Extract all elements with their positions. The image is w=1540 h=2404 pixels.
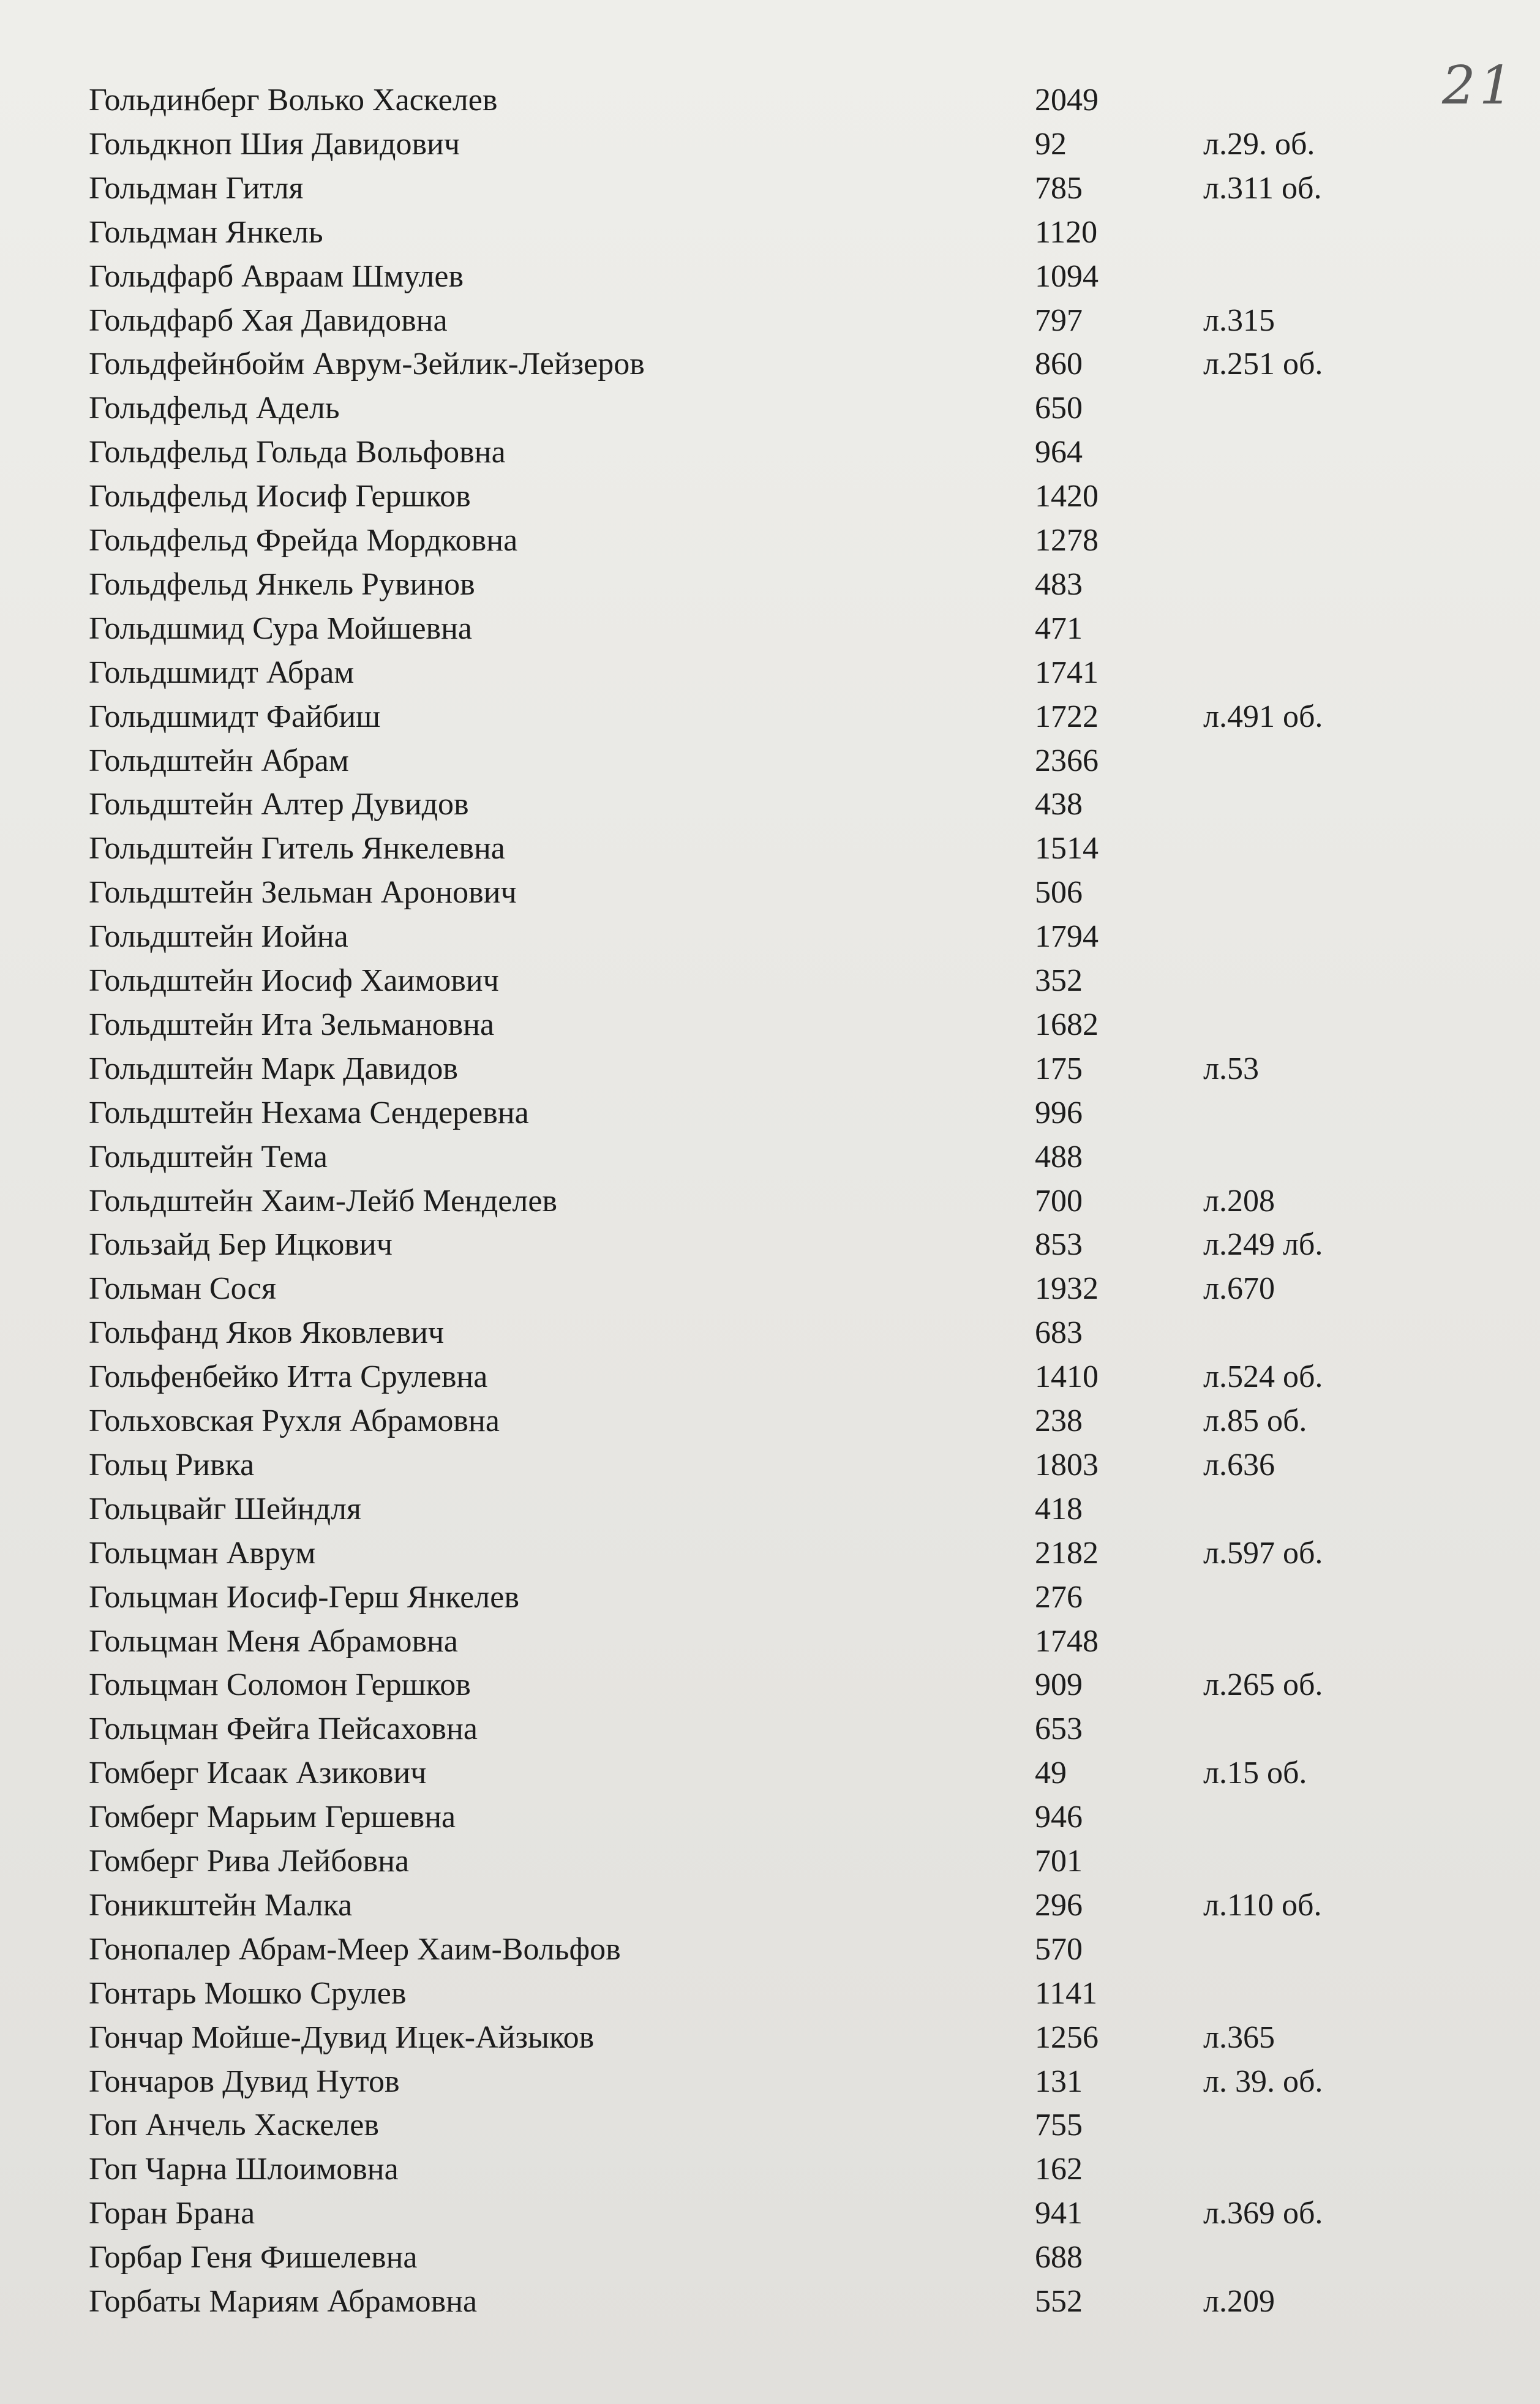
entry-number: 1803: [1035, 1447, 1099, 1482]
list-item: [0, 1179, 1540, 1223]
entry-reference: л. 39. об.: [1203, 2064, 1323, 2099]
entry-name: Гольцвайг Шейндля: [89, 1491, 361, 1527]
entry-name: Гонтарь Мошко Срулев: [89, 1975, 407, 2011]
entry-name: Гольдшмидт Файбиш: [89, 699, 381, 734]
entry-number: 1514: [1035, 831, 1099, 866]
list-item: [0, 386, 1540, 430]
list-item: [0, 739, 1540, 783]
entry-number: 1932: [1035, 1271, 1099, 1307]
entry-number: 1794: [1035, 919, 1099, 955]
entry-number: 296: [1035, 1887, 1083, 1923]
list-item: [0, 299, 1540, 343]
entry-name: Горан Брана: [89, 2196, 255, 2231]
entry-number: 438: [1035, 787, 1083, 822]
entry-name: Гонопалер Абрам-Меер Хаим-Вольфов: [89, 1931, 621, 1967]
list-item: [0, 651, 1540, 695]
list-item: [0, 1443, 1540, 1487]
entry-reference: л.15 об.: [1203, 1756, 1307, 1791]
entry-reference: л.524 об.: [1203, 1359, 1323, 1395]
entry-reference: л.85 об.: [1203, 1403, 1307, 1438]
entry-number: 471: [1035, 610, 1083, 646]
entry-number: 175: [1035, 1051, 1083, 1086]
entry-name: Гольфенбейко Итта Срулевна: [89, 1359, 488, 1395]
entry-number: 964: [1035, 435, 1083, 470]
entry-name: Гольдфарб Авраам Шмулев: [89, 258, 464, 294]
entry-name: Гольховская Рухля Абрамовна: [89, 1403, 500, 1438]
entry-number: 1420: [1035, 479, 1099, 514]
list-item: [0, 430, 1540, 475]
list-item: [0, 167, 1540, 211]
entry-name: Гольдфельд Гольда Вольфовна: [89, 435, 506, 470]
entry-name: Гольдфельд Фрейда Мордковна: [89, 523, 518, 558]
entry-name: Гольдман Янкель: [89, 214, 323, 250]
entry-number: 238: [1035, 1403, 1083, 1438]
entry-number: 1141: [1035, 1975, 1098, 2011]
entry-number: 785: [1035, 170, 1083, 206]
entry-name: Гольдштейн Иойна: [89, 919, 348, 955]
entry-name: Гольц Ривка: [89, 1447, 255, 1482]
entry-reference: л.251 об.: [1203, 347, 1323, 382]
list-item: [0, 1355, 1540, 1399]
entry-name: Гольфанд Яков Яковлевич: [89, 1315, 445, 1351]
list-item: [0, 1795, 1540, 1839]
entry-number: 92: [1035, 126, 1067, 162]
list-item: [0, 1047, 1540, 1091]
list-item: [0, 2016, 1540, 2060]
list-item: [0, 211, 1540, 255]
entry-number: 276: [1035, 1579, 1083, 1615]
list-item: [0, 1311, 1540, 1355]
list-item: [0, 1223, 1540, 1267]
list-item: [0, 1620, 1540, 1664]
list-item: [0, 1267, 1540, 1311]
entry-name: Гольцман Иосиф-Герш Янкелев: [89, 1579, 519, 1615]
list-item: [0, 2280, 1540, 2324]
list-item: [0, 2060, 1540, 2104]
entry-number: 683: [1035, 1315, 1083, 1351]
entry-name: Гольдштейн Марк Давидов: [89, 1051, 458, 1086]
entry-number: 1256: [1035, 2019, 1099, 2055]
entry-name: Гольдинберг Волько Хаскелев: [89, 83, 498, 118]
entry-name: Горбаты Мариям Абрамовна: [89, 2284, 478, 2319]
entry-number: 418: [1035, 1491, 1083, 1527]
entry-reference: л.29. об.: [1203, 126, 1315, 162]
entry-number: 2049: [1035, 83, 1099, 118]
entry-reference: л.369 об.: [1203, 2196, 1323, 2231]
page-number: 21: [1442, 55, 1517, 116]
entry-name: Гольдшмид Сура Мойшевна: [89, 610, 472, 646]
entry-number: 860: [1035, 347, 1083, 382]
entry-reference: л.636: [1203, 1447, 1275, 1482]
entry-name: Гончар Мойше-Дувид Ицек-Айзыков: [89, 2019, 595, 2055]
list-item: [0, 1003, 1540, 1047]
list-item: [0, 1839, 1540, 1884]
entry-number: 1722: [1035, 699, 1099, 734]
entry-number: 1741: [1035, 655, 1099, 690]
entry-name: Гольцман Соломон Гершков: [89, 1667, 471, 1703]
entry-name: Гольдфельд Янкель Рувинов: [89, 566, 475, 602]
entry-number: 946: [1035, 1800, 1083, 1835]
entry-reference: л.311 об.: [1203, 170, 1322, 206]
entry-number: 570: [1035, 1931, 1083, 1967]
list-item: [0, 607, 1540, 651]
list-item: [0, 1751, 1540, 1795]
entry-number: 653: [1035, 1711, 1083, 1747]
list-item: [0, 1399, 1540, 1443]
list-item: [0, 2236, 1540, 2280]
entry-number: 755: [1035, 2108, 1083, 2143]
list-item: [0, 122, 1540, 167]
entry-number: 2366: [1035, 743, 1099, 778]
entry-name: Гольдштейн Хаим-Лейб Менделев: [89, 1183, 557, 1219]
entry-name: Гольман Сося: [89, 1271, 276, 1307]
entry-reference: л.365: [1203, 2019, 1275, 2055]
entry-number: 909: [1035, 1667, 1083, 1703]
entry-name: Гольцман Фейга Пейсаховна: [89, 1711, 478, 1747]
entry-number: 483: [1035, 566, 1083, 602]
entry-number: 996: [1035, 1095, 1083, 1130]
entry-number: 506: [1035, 875, 1083, 911]
entry-number: 688: [1035, 2240, 1083, 2275]
entry-name: Гольдштейн Зельман Аронович: [89, 875, 517, 911]
entry-name: Гольдкноп Шия Давидович: [89, 126, 460, 162]
entry-name: Гоп Анчель Хаскелев: [89, 2108, 379, 2143]
entry-number: 853: [1035, 1227, 1083, 1263]
entry-number: 650: [1035, 391, 1083, 426]
list-item: [0, 1531, 1540, 1576]
list-item: [0, 1707, 1540, 1751]
list-item: [0, 1135, 1540, 1179]
entry-reference: л.53: [1203, 1051, 1259, 1086]
entry-number: 162: [1035, 2152, 1083, 2187]
entry-number: 488: [1035, 1139, 1083, 1174]
entry-name: Гомберг Рива Лейбовна: [89, 1844, 410, 1879]
list-item: [0, 342, 1540, 386]
entry-reference: л.315: [1203, 302, 1275, 338]
list-item: [0, 915, 1540, 959]
list-item: [0, 1091, 1540, 1135]
entry-name: Гольдшмидт Абрам: [89, 655, 355, 690]
entry-reference: л.597 об.: [1203, 1535, 1323, 1571]
entry-name: Горбар Геня Фишелевна: [89, 2240, 418, 2275]
entry-number: 797: [1035, 302, 1083, 338]
list-item: [0, 1487, 1540, 1531]
list-item: [0, 2147, 1540, 2192]
entry-reference: л.208: [1203, 1183, 1275, 1219]
entry-name: Гольдфарб Хая Давидовна: [89, 302, 448, 338]
entry-number: 1278: [1035, 523, 1099, 558]
entry-name: Гольдфельд Иосиф Гершков: [89, 479, 471, 514]
list-item: [0, 1884, 1540, 1928]
entry-name: Гоникштейн Малка: [89, 1887, 353, 1923]
entry-number: 352: [1035, 963, 1083, 998]
list-item: [0, 695, 1540, 739]
entry-name: Гольдштейн Гитель Янкелевна: [89, 831, 505, 866]
entry-reference: л.209: [1203, 2284, 1275, 2319]
entry-reference: л.265 об.: [1203, 1667, 1323, 1703]
entry-number: 1682: [1035, 1007, 1099, 1042]
entry-name: Гомберг Марьим Гершевна: [89, 1800, 456, 1835]
list-item: [0, 871, 1540, 915]
entry-number: 1410: [1035, 1359, 1099, 1395]
entry-reference: л.110 об.: [1203, 1887, 1322, 1923]
entry-name: Гомберг Исаак Азикович: [89, 1756, 427, 1791]
list-item: [0, 1663, 1540, 1707]
list-item: [0, 519, 1540, 563]
entry-name: Гольдфейнбойм Аврум-Зейлик-Лейзеров: [89, 347, 645, 382]
entry-name: Гользайд Бер Ицкович: [89, 1227, 393, 1263]
entry-name: Гольдштейн Алтер Дувидов: [89, 787, 469, 822]
list-item: [0, 563, 1540, 607]
entry-number: 1748: [1035, 1623, 1099, 1659]
list-item: [0, 959, 1540, 1003]
list-item: [0, 827, 1540, 871]
entry-number: 131: [1035, 2064, 1083, 2099]
entry-number: 2182: [1035, 1535, 1099, 1571]
entry-number: 1094: [1035, 258, 1099, 294]
entry-name: Гольдштейн Тема: [89, 1139, 328, 1174]
entry-name: Гольдштейн Абрам: [89, 743, 349, 778]
list-item: [0, 255, 1540, 299]
list-item: [0, 78, 1540, 122]
entry-reference: л.491 об.: [1203, 699, 1323, 734]
entry-number: 552: [1035, 2284, 1083, 2319]
entry-name: Гольдман Гитля: [89, 170, 304, 206]
entry-number: 701: [1035, 1844, 1083, 1879]
entry-name: Гольдштейн Ита Зельмановна: [89, 1007, 495, 1042]
entry-number: 49: [1035, 1756, 1067, 1791]
entry-name: Гольдштейн Иосиф Хаимович: [89, 963, 499, 998]
entry-name: Гольцман Аврум: [89, 1535, 316, 1571]
entry-name: Гольдштейн Нехама Сендеревна: [89, 1095, 529, 1130]
entry-number: 941: [1035, 2196, 1083, 2231]
list-item: [0, 2192, 1540, 2236]
list-item: [0, 475, 1540, 519]
entry-name: Гольдфельд Адель: [89, 391, 340, 426]
list-item: [0, 1972, 1540, 2016]
list-item: [0, 1928, 1540, 1972]
entry-reference: л.249 лб.: [1203, 1227, 1323, 1263]
entry-name: Гоп Чарна Шлоимовна: [89, 2152, 399, 2187]
entry-number: 1120: [1035, 214, 1098, 250]
entry-name: Гольцман Меня Абрамовна: [89, 1623, 458, 1659]
list-item: [0, 2103, 1540, 2147]
entry-reference: л.670: [1203, 1271, 1275, 1307]
list-item: [0, 1576, 1540, 1620]
entry-name: Гончаров Дувид Нутов: [89, 2064, 400, 2099]
list-item: [0, 783, 1540, 827]
entry-number: 700: [1035, 1183, 1083, 1219]
